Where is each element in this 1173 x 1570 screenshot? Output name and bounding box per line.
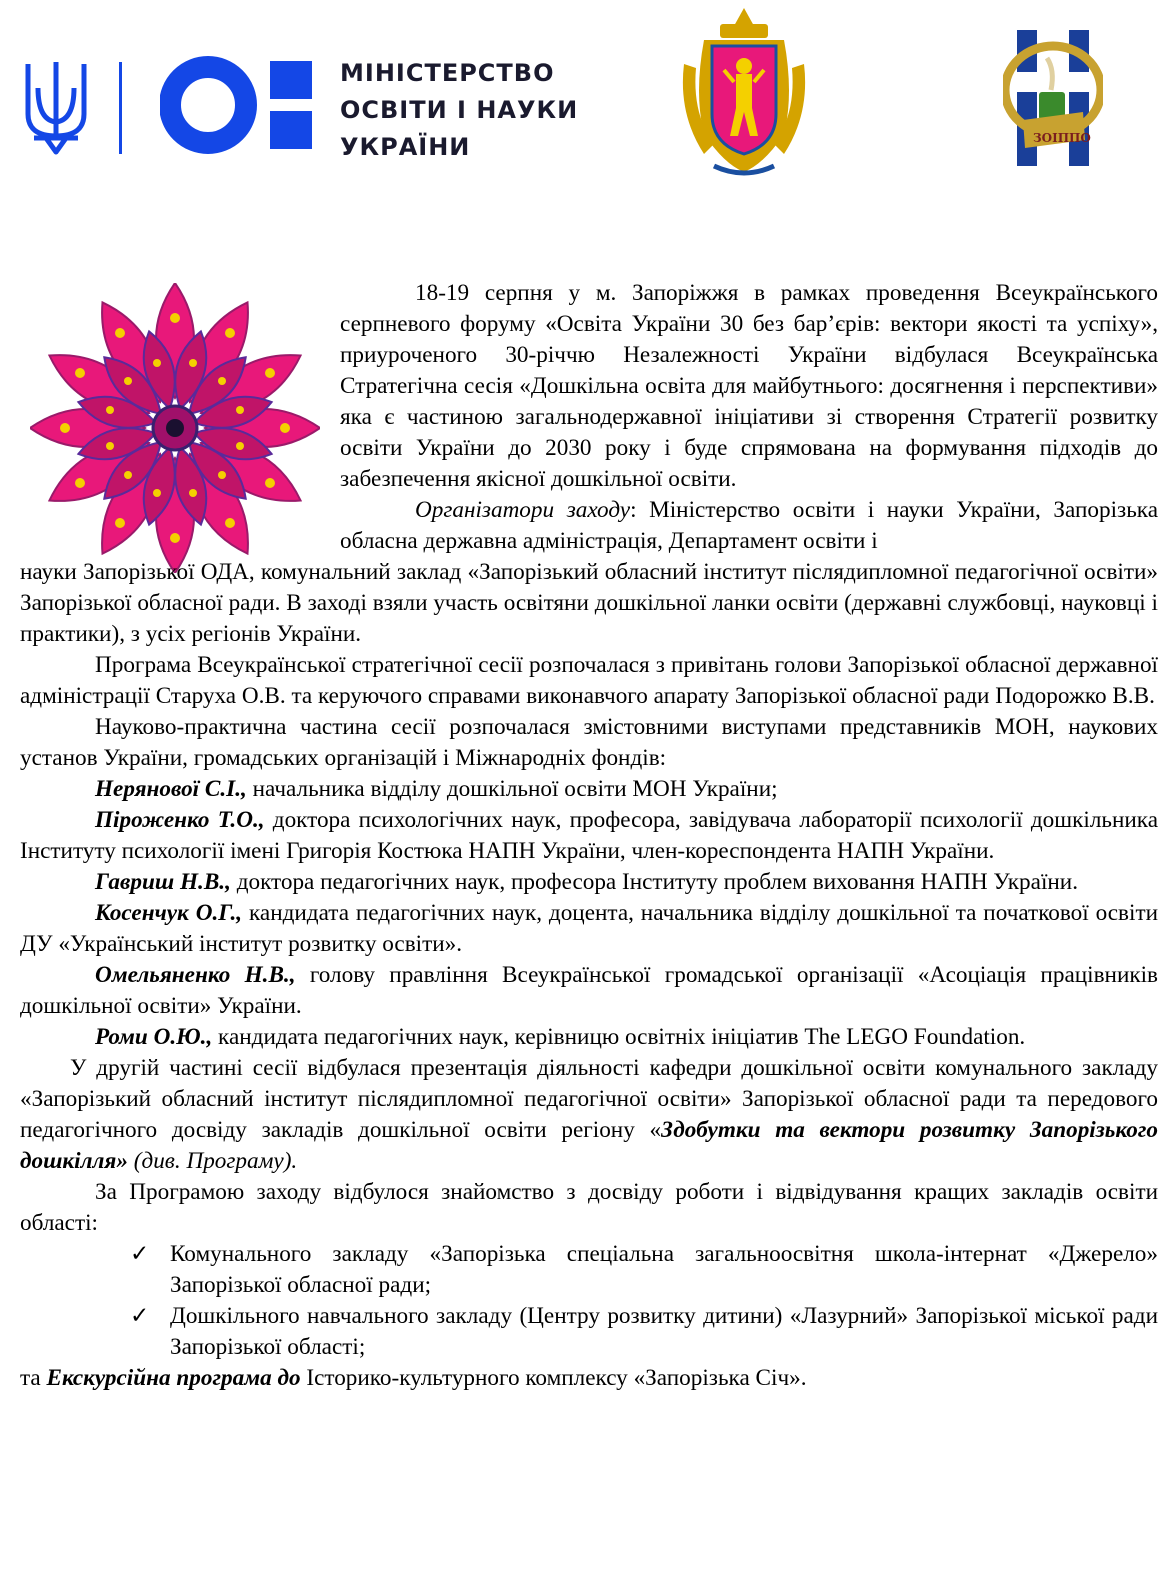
organizers-label: Організатори заходу bbox=[415, 497, 631, 523]
speaker-name: Піроженко Т.О., bbox=[95, 807, 265, 833]
second-part-text: У другій частині сесії відбулася презентація діяльності кафедри дошкільної освіти комунального закладу «Запорізький обласний інститут післядипломної педагогічної освіти» Запорізької обласної ради та передового педагогічного досвіду закладів дошкільної освіти регіону « bbox=[20, 1055, 1158, 1143]
logo-separator bbox=[119, 62, 122, 154]
visits-list bbox=[20, 1239, 1158, 1363]
final-title: Екскурсійна програма до bbox=[46, 1365, 301, 1391]
visits-paragraph: За Програмою заходу відбулося знайомство з досвіду роботи і відвідування кращих закладів освіти області: bbox=[20, 1179, 1158, 1236]
organizers-text-start: : Міністерство освіти і науки України, Запорізька обласна державна адміністрація, Департамент освіти і bbox=[340, 497, 1158, 554]
speaker-name: Омельяненко Н.В., bbox=[95, 962, 296, 988]
ministry-logo-icon bbox=[160, 55, 320, 155]
speaker-item bbox=[20, 1022, 1158, 1053]
flower-emblem-icon bbox=[30, 283, 320, 573]
ministry-line-1: МІНІСТЕРСТВО bbox=[340, 59, 555, 87]
speaker-name: Нерянової С.І., bbox=[95, 776, 247, 802]
final-text-start: та bbox=[20, 1365, 47, 1391]
header bbox=[0, 0, 1173, 200]
intro-column bbox=[340, 278, 1158, 557]
speaker-desc: доктора педагогічних наук, професора Інституту проблем виховання НАПН України. bbox=[230, 869, 1079, 895]
speaker-item bbox=[20, 805, 1158, 867]
second-part-title: Здобутки та вектори розвитку Запорізького дошкілля» bbox=[20, 1117, 1159, 1174]
institute-logo-icon bbox=[1003, 20, 1103, 170]
ministry-line-3: УКРАЇНИ bbox=[340, 133, 471, 161]
trident-emblem-icon bbox=[22, 58, 90, 156]
ministry-name bbox=[340, 55, 578, 166]
institute-logo-text: ЗОІППО bbox=[1033, 131, 1091, 145]
second-part-paragraph bbox=[20, 1053, 1158, 1177]
speaker-name: Гавриш Н.В., bbox=[95, 869, 231, 895]
second-part-note: (див. Програму). bbox=[127, 1148, 298, 1174]
list-item bbox=[20, 1301, 1158, 1363]
visit-text: Комунального закладу «Запорізька спеціальна загальноосвітня школа-інтернат «Джерело» Запорізької обласної ради; bbox=[170, 1241, 1158, 1298]
speaker-name: Косенчук О.Г., bbox=[95, 900, 243, 926]
speaker-item bbox=[20, 898, 1158, 960]
final-text-end: Історико-культурного комплексу «Запорізька Січ». bbox=[300, 1365, 807, 1391]
speaker-name: Роми О.Ю., bbox=[95, 1024, 213, 1050]
final-paragraph bbox=[20, 1363, 1158, 1394]
speaker-item bbox=[20, 960, 1158, 1022]
science-paragraph: Науково-практична частина сесії розпочалася змістовними виступами представників МОН, наукових установ України, громадських організацій і Міжнародніх фондів: bbox=[20, 714, 1158, 771]
ministry-line-2: ОСВІТИ І НАУКИ bbox=[340, 96, 579, 124]
speaker-desc: начальника відділу дошкільної освіти МОН України; bbox=[246, 776, 778, 802]
visit-text: Дошкільного навчального закладу (Центру розвитку дитини) «Лазурний» Запорізької міської ради Запорізької області; bbox=[170, 1303, 1158, 1360]
speaker-desc: кандидата педагогічних наук, доцента, начальника відділу дошкільної та початкової освіти ДУ «Український інститут розвитку освіти». bbox=[20, 900, 1158, 957]
speaker-desc: кандидата педагогічних наук, керівницю освітніх ініціатив The LEGO Foundation. bbox=[212, 1024, 1026, 1050]
program-paragraph: Програма Всеукраїнської стратегічної сесії розпочалася з привітань голови Запорізької обласної державної адміністрації Старуха О.В. та керуючого справами виконавчого апарату Запорізької обласної ради Подорожко В.В. bbox=[20, 652, 1158, 709]
body-column bbox=[20, 557, 1158, 1394]
zaporizhzhia-coat-of-arms-icon bbox=[674, 4, 814, 179]
checkmark-icon: ✓ bbox=[130, 1241, 150, 1267]
checkmark-icon: ✓ bbox=[130, 1303, 150, 1329]
list-item bbox=[20, 1239, 1158, 1301]
organizers-paragraph-start bbox=[340, 495, 1158, 557]
organizers-paragraph-end: науки Запорізької ОДА, комунальний заклад «Запорізький обласний інститут післядипломної педагогічної освіти» Запорізької обласної ради. В заході взяли участь освітяни дошкільної ланки освіти (державні службовці, науковці і практики), з усіх регіонів України. bbox=[20, 559, 1158, 647]
speaker-desc: доктора психологічних наук, професора, завідувача лабораторії психології дошкільника Інституту психології імені Григорія Костюка НАПН України, член-кореспондента НАПН України. bbox=[20, 807, 1158, 864]
speaker-item bbox=[20, 867, 1158, 898]
speaker-desc: голову правління Всеукраїнської громадської організації «Асоціація працівників дошкільної освіти» України. bbox=[20, 962, 1159, 1019]
intro-paragraph: 18-19 серпня у м. Запоріжжя в рамках проведення Всеукраїнського серпневого форуму «Освіта України 30 без бар’єрів: вектори якості та успіху», приуроченого 30-річчю Незалежності України відбулася Всеукраїнська Стратегічна сесія «Дошкільна освіта для майбутнього: досягнення і перспективи» яка є частиною загальнодержавної ініціативи зі створення Стратегії розвитку освіти України до 2030 року і буде спрямована на формування підходів до забезпечення якісної дошкільної освіти. bbox=[340, 280, 1158, 492]
speaker-item bbox=[20, 774, 1158, 805]
